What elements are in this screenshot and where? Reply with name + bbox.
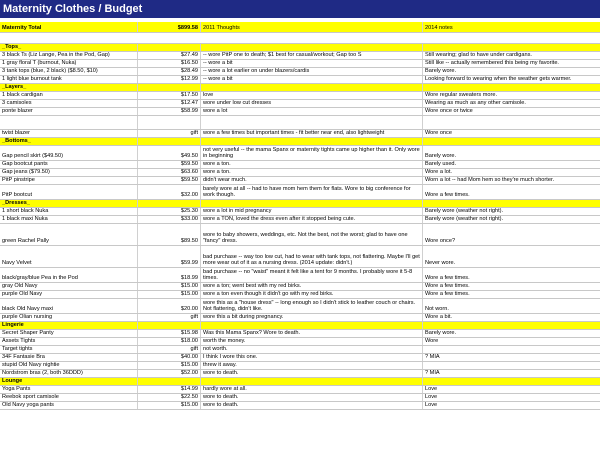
notes-cell[interactable]: Wearing as much as any other camisole. — [425, 100, 526, 107]
price-cell[interactable] — [138, 84, 201, 91]
thoughts-cell[interactable]: not worth. — [201, 346, 423, 353]
thoughts-cell[interactable] — [201, 84, 423, 91]
notes-cell[interactable]: Wore a lot. — [425, 169, 452, 176]
notes-cell[interactable]: Looking forward to wearing when the weather gets warmer. — [425, 76, 572, 83]
thoughts-cell[interactable]: wore a ton even though it didn't go with my red birks. — [201, 291, 423, 298]
thoughts-cell[interactable]: -- wore PitP one to death; $1 best for casual/workout; Gap too S — [201, 52, 423, 59]
table-row — [0, 370, 600, 378]
spreadsheet — [0, 22, 600, 410]
item-cell[interactable]: Secret Shaper Panty — [0, 330, 138, 337]
data-rows — [0, 44, 600, 410]
notes-cell[interactable] — [423, 138, 600, 145]
notes-cell[interactable] — [423, 200, 600, 207]
header-item-cell[interactable]: Maternity Total — [0, 22, 138, 32]
thoughts-cell[interactable]: bad purchase -- way too low cut, had to wear with tank tops, not flattering. Maybe I'll get more wear out of it as a nursing dress. (2014 update: didn't.) — [201, 246, 423, 267]
table-row — [0, 76, 600, 84]
price-cell[interactable]: $27.49 — [138, 52, 201, 59]
thoughts-cell[interactable] — [201, 200, 423, 207]
item-cell[interactable]: Nordstrom bras (2, both 36DDD) — [0, 370, 138, 377]
item-cell[interactable]: PitP pinstripe — [0, 177, 138, 184]
item-cell[interactable]: ponte blazer — [0, 108, 138, 115]
thoughts-cell[interactable]: wore to death. — [201, 370, 423, 377]
price-cell[interactable]: $15.00 — [138, 291, 201, 298]
thoughts-cell[interactable] — [201, 44, 423, 51]
table-row — [0, 169, 600, 177]
price-cell[interactable] — [138, 200, 201, 207]
price-cell[interactable]: $20.00 — [138, 299, 201, 313]
thoughts-cell[interactable]: didn't wear much. — [201, 177, 423, 184]
item-cell[interactable]: stupid Old Navy nightie — [0, 362, 138, 369]
price-cell[interactable]: $49.50 — [138, 146, 201, 160]
item-cell[interactable]: Target tights — [0, 346, 138, 353]
table-row — [0, 402, 600, 410]
notes-cell[interactable]: Barely used. — [425, 161, 457, 168]
price-cell[interactable] — [138, 378, 201, 385]
thoughts-cell[interactable]: wore this a bit during pregnancy. — [201, 314, 423, 321]
thoughts-cell[interactable]: -- wore a lot earlier on under blazers/cardis — [201, 68, 423, 75]
thoughts-cell[interactable]: threw it away. — [201, 362, 423, 369]
table-row — [0, 100, 600, 108]
price-cell[interactable]: $12.99 — [138, 76, 201, 83]
price-cell[interactable]: $14.99 — [138, 386, 201, 393]
table-row — [0, 299, 600, 314]
thoughts-cell[interactable]: wore a ton; went best with my red birks. — [201, 283, 423, 290]
item-cell[interactable]: Assets Tights — [0, 338, 138, 345]
item-cell[interactable]: 1 short black Nuka — [0, 208, 138, 215]
item-cell[interactable]: purple Old Navy — [0, 291, 138, 298]
thoughts-cell[interactable]: wore to death. — [201, 402, 423, 409]
table-row — [0, 60, 600, 68]
notes-cell[interactable]: Love — [425, 402, 438, 409]
notes-cell[interactable]: Barely wore (weather not right). — [425, 208, 504, 215]
notes-cell[interactable]: Wore once or twice — [425, 108, 473, 115]
item-cell[interactable]: black Old Navy maxi — [0, 299, 138, 313]
item-cell[interactable]: Gap jeans ($79.50) — [0, 169, 138, 176]
notes-cell[interactable] — [423, 44, 600, 51]
thoughts-cell[interactable]: wore this as a "house dress" -- long enough so I didn't stick to leather couch or chairs. Not flattering, didn't like. — [201, 299, 423, 313]
price-cell[interactable]: gift — [138, 314, 201, 321]
price-cell[interactable]: $32.00 — [138, 185, 201, 199]
thoughts-cell[interactable]: worth the money. — [201, 338, 423, 345]
price-cell[interactable]: $28.49 — [138, 68, 201, 75]
notes-cell[interactable]: Love — [425, 386, 438, 393]
spacer-row — [0, 33, 600, 44]
table-row — [0, 161, 600, 169]
thoughts-cell[interactable]: wore a TON, loved the dress even after it stopped being cute. — [201, 216, 423, 223]
notes-cell[interactable]: Wore a few times. — [425, 283, 470, 290]
notes-cell[interactable]: Barely wore. — [425, 153, 457, 160]
header-notes-cell[interactable]: 2014 notes — [425, 25, 453, 32]
table-row — [0, 224, 600, 246]
table-row — [0, 146, 600, 161]
notes-cell[interactable]: Wore — [425, 338, 439, 345]
item-cell[interactable]: purple Olian nursing — [0, 314, 138, 321]
notes-cell[interactable]: Worn a lot -- had Mom hem so they're much shorter. — [425, 177, 555, 184]
notes-cell[interactable]: Not worn. — [425, 306, 449, 313]
table-row — [0, 68, 600, 76]
item-cell[interactable]: 1 gray floral T (burnout, Nuka) — [0, 60, 138, 67]
price-cell[interactable]: $17.50 — [138, 92, 201, 99]
item-cell[interactable]: _Dresses_ — [0, 200, 138, 207]
thoughts-cell[interactable]: love — [201, 92, 423, 99]
thoughts-cell[interactable] — [201, 322, 423, 329]
table-row — [0, 314, 600, 322]
price-cell[interactable]: $59.99 — [138, 246, 201, 267]
thoughts-cell[interactable] — [201, 116, 423, 129]
item-cell[interactable]: green Rachel Pally — [0, 224, 138, 245]
table-row — [0, 185, 600, 200]
table-row — [0, 283, 600, 291]
item-cell[interactable]: 1 light blue burnout tank — [0, 76, 138, 83]
table-row — [0, 330, 600, 338]
table-row — [0, 268, 600, 283]
table-row — [0, 338, 600, 346]
notes-cell[interactable]: Wore a few times. — [425, 291, 470, 298]
table-row — [0, 177, 600, 185]
item-cell[interactable]: gray Old Navy — [0, 283, 138, 290]
table-row — [0, 386, 600, 394]
item-cell[interactable]: twist blazer — [0, 130, 138, 137]
table-row — [0, 208, 600, 216]
item-cell[interactable]: 3 black Ts (Liz Lange, Pea in the Pod, Gap) — [0, 52, 138, 59]
notes-cell[interactable] — [423, 116, 600, 129]
price-cell[interactable]: $52.00 — [138, 370, 201, 377]
price-cell[interactable]: gift — [138, 346, 201, 353]
thoughts-cell[interactable]: wore to death. — [201, 394, 423, 401]
table-row — [0, 130, 600, 138]
table-row — [0, 354, 600, 362]
price-cell[interactable]: $18.00 — [138, 338, 201, 345]
thoughts-cell[interactable]: Was this Mama Spanx? Wore to death. — [201, 330, 423, 337]
price-cell[interactable]: $59.50 — [138, 177, 201, 184]
item-cell[interactable]: Lingerie — [0, 322, 138, 329]
thoughts-cell[interactable]: I think I wore this one. — [201, 354, 423, 361]
table-row — [0, 246, 600, 268]
price-cell[interactable]: $15.00 — [138, 283, 201, 290]
item-cell[interactable]: _Bottoms_ — [0, 138, 138, 145]
table-row — [0, 116, 600, 130]
price-cell[interactable] — [138, 138, 201, 145]
notes-cell[interactable]: Wore a few times. — [425, 192, 470, 199]
notes-cell[interactable]: Barely wore (weather not right). — [425, 216, 504, 223]
notes-cell[interactable] — [423, 84, 600, 91]
price-cell[interactable]: $58.99 — [138, 108, 201, 115]
thoughts-cell[interactable]: wore to baby showers, weddings, etc. Not the best, not the worst; glad to have one "fancy" dress. — [201, 224, 423, 245]
price-cell[interactable]: $12.47 — [138, 100, 201, 107]
table-row — [0, 291, 600, 299]
thoughts-cell[interactable]: not very useful -- the mama Spanx or maternity tights came up higher than it. Only wore in beginning — [201, 146, 423, 160]
thoughts-cell[interactable]: wore a few times but important times - fit better near end, also lightweight — [201, 130, 423, 137]
item-cell[interactable]: Yoga Pants — [0, 386, 138, 393]
notes-cell[interactable]: ? MIA — [425, 370, 440, 377]
thoughts-cell[interactable]: barely wore at all -- had to have mom hem them for flats. Wore to big conference for work though. — [201, 185, 423, 199]
price-cell[interactable]: $22.50 — [138, 394, 201, 401]
item-cell[interactable] — [0, 116, 138, 129]
section-row — [0, 322, 600, 330]
price-cell[interactable]: $18.99 — [138, 268, 201, 282]
notes-cell[interactable] — [423, 346, 600, 353]
notes-cell[interactable]: Never wore. — [425, 260, 456, 267]
thoughts-cell[interactable]: wore under low cut dresses — [201, 100, 423, 107]
notes-cell[interactable]: Barely wore. — [425, 330, 457, 337]
table-row — [0, 92, 600, 100]
item-cell[interactable]: _Layers_ — [0, 84, 138, 91]
notes-cell[interactable] — [423, 378, 600, 385]
notes-cell[interactable]: Barely wore. — [425, 68, 457, 75]
header-total-cell[interactable]: $899.58 — [138, 22, 201, 32]
item-cell[interactable]: _Tops_ — [0, 44, 138, 51]
header-thoughts-cell[interactable]: 2011 Thoughts — [201, 22, 423, 32]
price-cell[interactable] — [138, 116, 201, 129]
item-cell[interactable]: Gap bootcut pants — [0, 161, 138, 168]
table-row — [0, 52, 600, 60]
price-cell[interactable]: $63.60 — [138, 169, 201, 176]
price-cell[interactable] — [138, 44, 201, 51]
thoughts-cell[interactable]: wore a lot — [201, 108, 423, 115]
notes-cell[interactable] — [423, 322, 600, 329]
item-cell[interactable]: Gap pencil skirt ($49.50) — [0, 146, 138, 160]
section-row — [0, 378, 600, 386]
notes-cell[interactable]: Wore a few times. — [425, 275, 470, 282]
thoughts-cell[interactable] — [201, 378, 423, 385]
item-cell[interactable]: Navy Velvet — [0, 246, 138, 267]
price-cell[interactable]: $15.00 — [138, 402, 201, 409]
thoughts-cell[interactable]: wore a ton. — [201, 169, 423, 176]
notes-cell[interactable]: ? MIA — [425, 354, 440, 361]
price-cell[interactable]: gift — [138, 130, 201, 137]
section-row — [0, 84, 600, 92]
price-cell[interactable]: $25.30 — [138, 208, 201, 215]
thoughts-cell[interactable]: -- wore a bit — [201, 76, 423, 83]
section-row — [0, 44, 600, 52]
table-row — [0, 346, 600, 354]
thoughts-cell[interactable]: hardly wore at all. — [201, 386, 423, 393]
item-cell[interactable]: 1 black cardigan — [0, 92, 138, 99]
item-cell[interactable]: Old Navy yoga pants — [0, 402, 138, 409]
item-cell[interactable]: 34F Fantasie Bra — [0, 354, 138, 361]
notes-cell[interactable]: Wore a bit. — [425, 314, 452, 321]
notes-cell[interactable]: Wore regular sweaters more. — [425, 92, 498, 99]
table-row — [0, 394, 600, 402]
price-cell[interactable]: $15.00 — [138, 362, 201, 369]
notes-cell[interactable]: Still wearing; glad to have under cardigans. — [425, 52, 532, 59]
price-cell[interactable]: $40.00 — [138, 354, 201, 361]
thoughts-cell[interactable]: wore a lot in mid pregnancy — [201, 208, 423, 215]
section-row — [0, 200, 600, 208]
item-cell[interactable]: PitP bootcut — [0, 185, 138, 199]
table-row — [0, 216, 600, 224]
notes-cell[interactable]: Love — [425, 394, 438, 401]
table-row — [0, 362, 600, 370]
price-cell[interactable]: $59.50 — [138, 161, 201, 168]
price-cell[interactable]: $16.50 — [138, 60, 201, 67]
table-row — [0, 108, 600, 116]
item-cell[interactable]: 1 black maxi Nuka — [0, 216, 138, 223]
item-cell[interactable]: Reebok sport camisole — [0, 394, 138, 401]
price-cell[interactable]: $33.00 — [138, 216, 201, 223]
item-cell[interactable]: 3 camisoles — [0, 100, 138, 107]
thoughts-cell[interactable]: bad purchase -- no "waist" meant it felt like a tent for 9 months. I probably wore it 5-8 times. — [201, 268, 423, 282]
section-row — [0, 138, 600, 146]
price-cell[interactable] — [138, 322, 201, 329]
item-cell[interactable]: black/gray/blue Pea in the Pod — [0, 268, 138, 282]
notes-cell[interactable]: Wore once? — [425, 238, 456, 245]
thoughts-cell[interactable] — [201, 138, 423, 145]
notes-cell[interactable]: Still like -- actually remembered this being my favorite. — [425, 60, 559, 67]
header-row — [0, 22, 600, 33]
price-cell[interactable]: $89.50 — [138, 224, 201, 245]
item-cell[interactable]: 3 tank tops (blue, 2 black) ($8.50, $10) — [0, 68, 138, 75]
notes-cell[interactable] — [423, 362, 600, 369]
price-cell[interactable]: $15.98 — [138, 330, 201, 337]
thoughts-cell[interactable]: wore a ton. — [201, 161, 423, 168]
item-cell[interactable]: Lounge — [0, 378, 138, 385]
sheet-title: Maternity Clothes / Budget — [0, 0, 600, 18]
thoughts-cell[interactable]: -- wore a bit — [201, 60, 423, 67]
notes-cell[interactable]: Wore once — [425, 130, 452, 137]
